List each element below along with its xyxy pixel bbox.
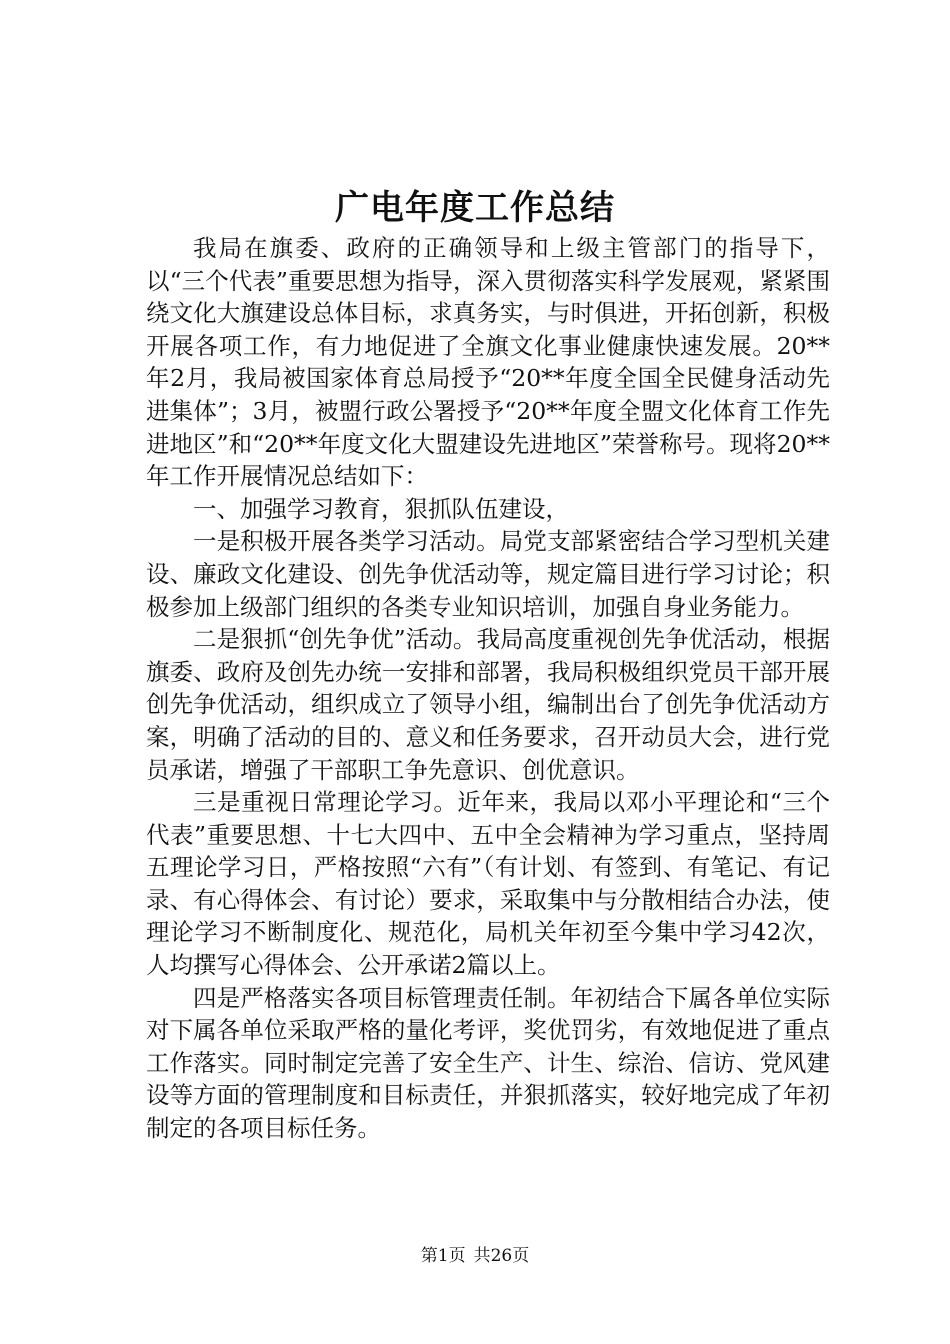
- paragraph-item-3: 三是重视日常理论学习。近年来，我局以邓小平理论和“三个代表”重要思想、十七大四中、五中全会精神为学习重点，坚持周五理论学习日，严格按照“六有”（有计划、有签到、有笔记、有记录、有心得体会、有讨论）要求，采取集中与分散相结合办法，使理论学习不断制度化、规范化，局机关年初至今集中学习42次，人均撰写心得体会、公开承诺2篇以上。: [146, 788, 830, 980]
- page-number: 第1页: [420, 1246, 466, 1266]
- paragraph-item-4: 四是严格落实各项目标管理责任制。年初结合下属各单位实际对下属各单位采取严格的量化考评，奖优罚劣，有效地促进了重点工作落实。同时制定完善了安全生产、计生、综治、信访、党风建设等方面的管理制度和目标责任，并狠抓落实，较好地完成了年初制定的各项目标任务。: [146, 983, 830, 1143]
- paragraph-item-1: 一是积极开展各类学习活动。局党支部紧密结合学习型机关建设、廉政文化建设、创先争优活动等，规定篇目进行学习讨论；积极参加上级部门组织的各类专业知识培训，加强自身业务能力。: [146, 527, 830, 621]
- paragraph-intro: 我局在旗委、政府的正确领导和上级主管部门的指导下，以“三个代表”重要思想为指导，深入贯彻落实科学发展观，紧紧围绕文化大旗建设总体目标，求真务实，与时俱进，开拓创新，积极开展各项工作，有力地促进了全旗文化事业健康快速发展。20**年2月，我局被国家体育总局授予“20**年度全国全民健身活动先进集体”；3月，被盟行政公署授予“20**年度全盟文化体育工作先进地区”和“20**年度文化大盟建设先进地区”荣誉称号。现将20**年工作开展情况总结如下：: [146, 234, 830, 491]
- paragraph-item-2: 二是狠抓“创先争优”活动。我局高度重视创先争优活动，根据旗委、政府及创先办统一安排和部署，我局积极组织党员干部开展创先争优活动，组织成立了领导小组，编制出台了创先争优活动方案，明确了活动的目的、意义和任务要求，召开动员大会，进行党员承诺，增强了干部职工争先意识、创优意识。: [146, 625, 830, 784]
- page-total: 共26页: [473, 1246, 530, 1266]
- section-heading: 一、加强学习教育，狠抓队伍建设，: [193, 494, 569, 523]
- document-title: 广电年度工作总结: [335, 188, 615, 228]
- page-footer: [0, 1244, 950, 1268]
- document-body: [146, 232, 830, 1145]
